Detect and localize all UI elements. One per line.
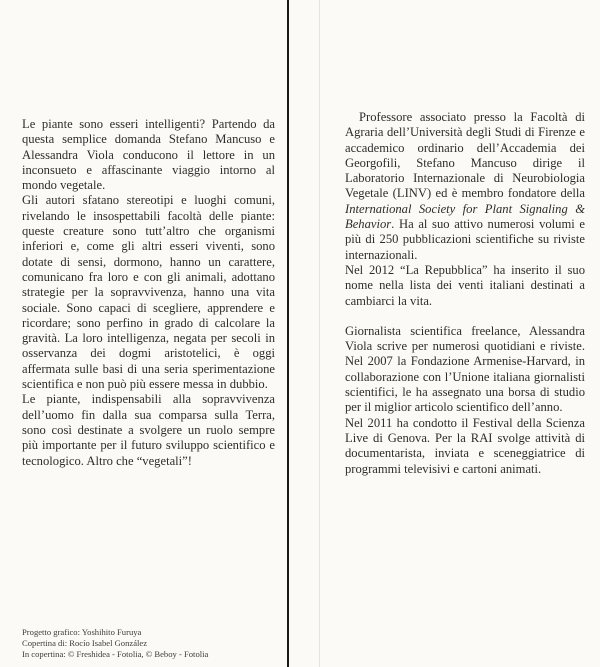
right-flap-text xyxy=(345,110,585,477)
text-run: . Ha al suo attivo numerosi volumi e più di 250 pubblicazioni scientifiche su riviste internazionali. xyxy=(345,217,585,262)
credit-line-cover: Copertina di: Rocío Isabel González xyxy=(22,638,148,649)
text-run: Giornalista scientifica freelance, Alessandra Viola scrive per numerosi quotidiani e riviste. Nel 2007 la Fondazione Armenise-Harvard, in collaborazione con l’Unione italiana giornalisti scientifici, le ha assegnato una borsa di studio per il miglior articolo scientifico dell’anno. xyxy=(345,323,585,415)
credit-line-photo: In copertina: © Freshidea - Fotolia, © Beboy - Fotolia xyxy=(22,649,209,660)
text-run: Nel 2012 “La Repubblica” ha inserito il suo nome nella lista dei venti italiani destinati a cambiarci la vita. xyxy=(345,262,585,308)
paragraph xyxy=(345,110,585,263)
text-run: Professore associato presso la Facoltà di Agraria dell’Università degli Studi di Firenze e accademico ordinario dell’Accademia dei Georgofili, Stefano Mancuso dirige il Laboratorio Internazionale di Neurobiologia Vegetale (LINV) ed è membro fondatore della xyxy=(345,110,585,201)
paragraph xyxy=(22,193,275,392)
text-run: Gli autori sfatano stereotipi e luoghi comuni, rivelando le insospettabili facoltà delle piante: queste creature sono tutt’altro che organismi inferiori e, come gli altri esseri viventi, sono dotate di sensi, dormono, hanno un carattere, comunicano fra loro e con gli animali, adottano strategie per la sopravvivenza, hanno una vita sociale. Sono capaci di scegliere, apprendere e ricordare; sono perfino in grado di calcolare la gravità. La loro intelligenza, negata per secoli in osservanza dei dogmi aristotelici, è oggi affermata sulle basi di una seria sperimentazione scientifica e non può più essere messa in dubbio. xyxy=(22,193,275,392)
paragraph xyxy=(345,324,585,416)
fold-divider-line xyxy=(287,0,289,667)
left-flap-text xyxy=(22,117,275,469)
text-run: Nel 2011 ha condotto il Festival della Scienza Live di Genova. Per la RAI svolge attività di documentarista, inviata e sceneggiatrice di programmi televisivi e cartoni animati. xyxy=(345,415,585,476)
paragraph xyxy=(345,416,585,477)
text-run: Le piante, indispensabili alla sopravvivenza dell’uomo fin dalla sua comparsa sulla Terra, sono così destinate a svolgere un ruolo sempre più importante per il futuro sviluppo scientifico e tecnologico. Altro che “vegetali”! xyxy=(22,392,275,468)
italic-text-run: International Society for Plant Signaling & Behavior xyxy=(345,201,585,232)
paragraph xyxy=(22,117,275,193)
credit-line-design: Progetto grafico: Yoshihito Furuya xyxy=(22,627,142,637)
flap-edge-line xyxy=(319,0,320,667)
credits-block xyxy=(22,627,208,661)
text-run: Le piante sono esseri intelligenti? Partendo da questa semplice domanda Stefano Mancuso e Alessandra Viola conducono il lettore in un inconsueto e affascinante viaggio intorno al mondo vegetale. xyxy=(22,117,275,193)
paragraph xyxy=(22,392,275,468)
paragraph xyxy=(345,263,585,309)
